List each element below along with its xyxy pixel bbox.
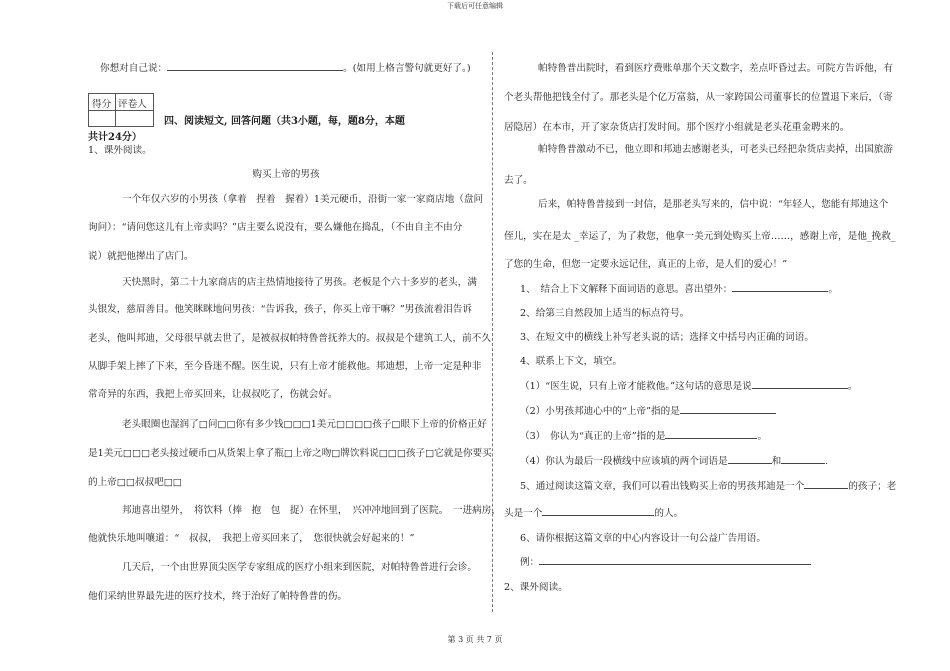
column-divider	[492, 52, 494, 612]
score-box	[88, 93, 154, 127]
story-line: 去了。	[504, 175, 533, 186]
question-2: 2、给第三自然段加上适当的标点符号。	[520, 308, 690, 319]
story-line: 天快黑时，第二十九家商店的店主热情地接待了男孩。老板是个六十多岁的老头，满	[122, 277, 477, 288]
answer-blank[interactable]	[680, 404, 776, 414]
story-line: 个老头帮他把钱全付了。那老头是个亿万富翁，从一家跨国公司董事长的位置退下来后，（寄	[504, 92, 893, 103]
story-line: 帕特鲁普出院时，看到医疗费账单那个天文数字，差点吓昏过去。可院方告诉他，有	[538, 63, 893, 74]
answer-blank[interactable]	[732, 282, 828, 292]
answer-blank[interactable]	[542, 506, 654, 516]
story-line: 从脚手架上摔了下来，至今昏迷不醒。医生说，只有上帝才能救他。邦迪想，上帝一定是种非	[88, 361, 482, 372]
story-title: 购买上帝的男孩	[252, 169, 320, 180]
story-line: 老头眼圈也湿润了□问□□你有多少钱□□□1美元□□□□孩子□眼下上帝的价格正好	[122, 419, 487, 430]
question-5-cont: 头是一个 的人。	[504, 508, 684, 519]
grader-label: 评卷人	[118, 99, 147, 110]
section-title: 四、阅读短文, 回答问题（共3小题，每，题8分，本题	[164, 116, 405, 127]
story-line: 说）就把他撵出了店门。	[88, 251, 194, 262]
story-line: 一个年仅六岁的小男孩（拿着 捏着 握着）1美元硬币，沿街一家一家商店地（盘问	[122, 194, 484, 205]
story-line: 老头，他叫邦迪，父母很早就去世了，是被叔叔帕特鲁普抚养大的。叔叔是个建筑工人，前不久	[88, 333, 491, 344]
motto-line	[100, 60, 471, 74]
question-3: 3、在短文中的横线上补写老头说的话；选择文中括号内正确的词语。	[520, 332, 814, 343]
story-line: 居隐居）在本市，开了家杂货店打发时间。那个医疗小组就是老头花重金聘来的。	[504, 122, 850, 133]
question-4-2: （2）小男孩邦迪心中的“上帝”指的是	[520, 403, 776, 417]
motto-suffix: 。(如用上格言警句就更好了。)	[343, 63, 471, 74]
question-1: 1、 结合上下文解释下面词语的意思。喜出望外： 。	[520, 284, 838, 295]
example-line: 例：	[520, 554, 811, 568]
story-line: 他们采纳世界最先进的医疗技术，终于治好了帕特鲁普的伤。	[88, 591, 348, 602]
header-note: 下载后可任意编辑	[447, 2, 503, 10]
story-line: 侄儿，实在是太 _幸运了，为了救您，他拿一美元到处购买上帝……，感谢上帝，是他_挽救_	[504, 231, 896, 242]
answer-blank[interactable]	[752, 379, 848, 389]
section-title-cont: 共计24分）	[88, 132, 142, 143]
score-label: 得分	[92, 99, 112, 110]
answer-blank[interactable]	[781, 454, 825, 464]
story-line: 常奇异的东西，我把上帝买回来，让叔叔吃了，伤就会好。	[88, 389, 338, 400]
question-4: 4、联系上下文，填空。	[520, 356, 623, 367]
sub-question-2: 2、课外阅读。	[504, 582, 568, 593]
answer-blank[interactable]	[665, 429, 757, 439]
answer-blank[interactable]	[728, 454, 772, 464]
motto-blank[interactable]	[167, 61, 343, 71]
sub-question-1: 1、课外阅读。	[88, 145, 152, 156]
story-line: 头银发，慈眉善目。他笑眯眯地问男孩：“告诉我，孩子，你买上帝干嘛？”男孩流着泪告诉	[88, 304, 472, 315]
story-line: 的上帝□□叔叔吧□□	[88, 477, 182, 488]
story-line: 后来，帕特鲁普接到一封信，是那老头写来的，信中说：“年轻人，您能有邦迪这个	[538, 199, 889, 210]
story-line: 他就快乐地叫嚷道：“ 叔叔， 我把上帝买回来了， 您很快就会好起来的！”	[88, 533, 415, 544]
story-line: 是1美元□□□老头接过硬币□从货架上拿了瓶□上帝之吻□牌饮料说□□□孩子□它就是你要买	[88, 448, 492, 459]
story-line: 邦迪喜出望外， 将饮料（捧 抱 包 捉）在怀里， 兴冲冲地回到了医院。 一进病房，	[122, 505, 501, 516]
story-line: 询问）：“请问您这儿有上帝卖吗？”店主要么说没有，要么嫌他在捣乱，（不由自主不由分	[88, 222, 463, 233]
story-line: 帕特鲁普激动不已，他立即和邦迪去感谢老头，可老头已经把杂货店卖掉，出国旅游	[538, 144, 893, 155]
question-4-3: （3） 你认为“真正的上帝”指的是 。	[520, 431, 768, 442]
answer-blank[interactable]	[804, 479, 848, 489]
answer-blank[interactable]	[539, 555, 811, 565]
page-footer: 第 3 页 共 7 页	[447, 635, 503, 644]
motto-prompt: 你想对自己说：	[100, 63, 168, 74]
question-4-4: （4）你认为最后一段横线中应该填的两个词语是 和 .	[520, 456, 829, 467]
question-5: 5、通过阅读这篇文章，我们可以看出钱购买上帝的男孩邦迪是一个 的孩子；老	[520, 481, 897, 492]
question-6: 6、请你根据这篇文章的中心内容设计一句公益广告用语。	[520, 533, 766, 544]
exam-page	[88, 52, 908, 622]
story-line: 了您的生命，但您一定要永远记住，真正的上帝，是人们的爱心！”	[504, 259, 788, 270]
question-4-1: （1）“医生说，只有上帝才能救他。”这句话的意思是说 。	[520, 381, 858, 392]
story-line: 几天后，一个由世界顶尖医学专家组成的医疗小组来到医院，对帕特鲁普进行会诊。	[122, 562, 477, 573]
